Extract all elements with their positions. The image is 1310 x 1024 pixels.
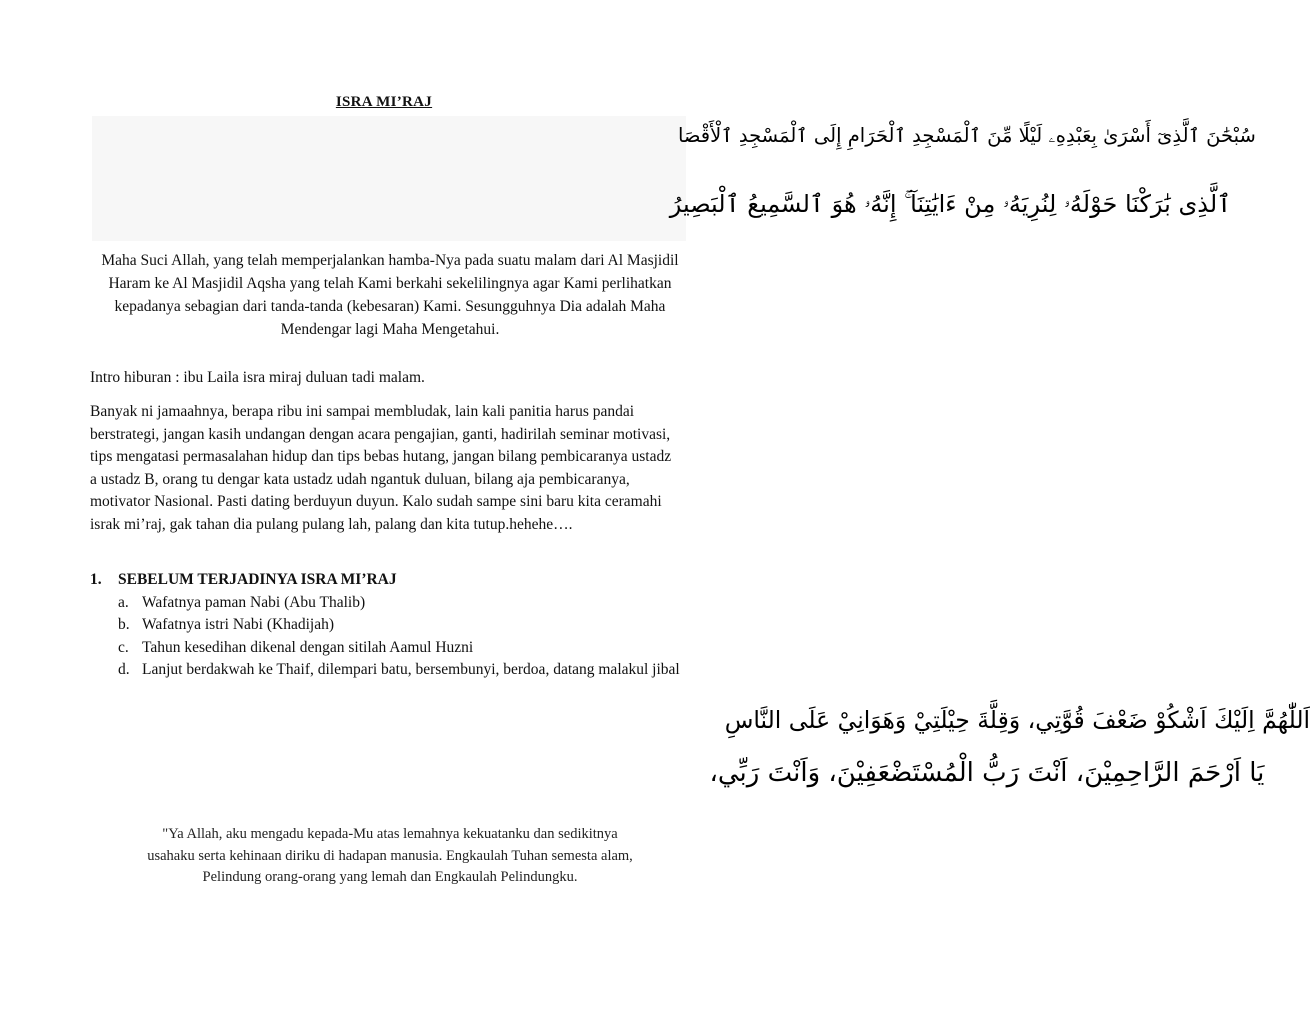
list-item-text: Wafatnya istri Nabi (Khadijah) <box>142 616 335 633</box>
list-item-letter: d. <box>118 661 130 678</box>
list-item-letter: c. <box>118 638 129 656</box>
list-item-letter: a. <box>118 593 129 611</box>
doa-block <box>132 702 1310 802</box>
quran-verse-line-1: سُبْحَٰنَ ٱلَّذِىٓ أَسْرَىٰ بِعَبْدِهِۦ لَيْلًا مِّنَ ٱلْمَسْجِدِ ٱلْحَرَامِ إِلَى ٱلْمَسْجِدِ ٱلْأَقْصَا <box>677 124 1256 147</box>
section-heading <box>90 569 690 592</box>
list-item <box>90 592 690 615</box>
body-paragraph: Banyak ni jamaahnya, berapa ribu ini sampai membludak, lain kali panitia harus pandai berstrategi, jangan kasih undangan dengan acara pengajian, ganti, hadirilah seminar motivasi, tips mengatasi permasalahan hidup dan tips bebas hutang, jangan bilang pembicaranya ustadz a ustadz B, orang tu dengar kata ustadz udah ngantuk duluan, bilang aja pembicaranya, motivator Nasional. Pasti dating berduyun duyun. Kalo sudah sampe sini baru kita ceramahi israk mi’raj, gak tahan dia pulang pulang lah, palang dan kita tutup.hehehe…. <box>90 403 672 533</box>
document-title: ISRA MI’RAJ <box>335 94 433 110</box>
doa-line-1: اَللّٰهُمَّ اِلَيْكَ اَشْكُوْ ضَعْفَ قُوَّتِي، وَقِلَّةَ حِيْلَتِيْ وَهَوَانِيْ عَلَى النَّاسِ <box>724 706 1310 734</box>
list-item-text: Lanjut berdakwah ke Thaif, dilempari batu, bersembunyi, berdoa, datang malakul jibal <box>142 661 680 678</box>
quran-verse-line-2: ٱلَّذِى بَٰرَكْنَا حَوْلَهُۥ لِنُرِيَهُۥ مِنْ ءَايَٰتِنَآ ۚ إِنَّهُۥ هُوَ ٱلسَّمِيعُ ٱلْبَصِيرُ <box>669 190 1232 218</box>
section-before-isra-miraj <box>90 569 690 682</box>
list-item <box>90 659 690 682</box>
list-item-text: Wafatnya paman Nabi (Abu Thalib) <box>142 593 366 611</box>
doa-line-2: يَا اَرْحَمَ الرَّاحِمِيْنَ، اَنْتَ رَبُّ الْمُسْتَضْعَفِيْنَ، وَاَنْتَ رَبِّي، <box>709 758 1265 788</box>
doa-translation: "Ya Allah, aku mengadu kepada-Mu atas lemahnya kekuatanku dan sedikitnya usahaku serta kehinaan diriku di hadapan manusia. Engkaulah Tuhan semesta alam, Pelindung orang-orang yang lemah dan Engkaulah Pelindungku. <box>147 826 633 885</box>
list-item <box>90 614 690 637</box>
quran-verse-block <box>92 116 1256 241</box>
list-item <box>90 637 690 660</box>
intro-paragraph: Intro hiburan : ibu Laila isra miraj duluan tadi malam. <box>90 369 425 386</box>
section-item-list <box>90 592 690 682</box>
list-item-text: Tahun kesedihan dikenal dengan sitilah Aamul Huzni <box>142 638 474 656</box>
section-heading-text: SEBELUM TERJADINYA ISRA MI’RAJ <box>118 571 397 588</box>
verse-translation: Maha Suci Allah, yang telah memperjalankan hamba-Nya pada suatu malam dari Al Masjidil Haram ke Al Masjidil Aqsha yang telah Kami berkahi sekelilingnya agar Kami perlihatkan kepadanya sebagian dari tanda-tanda (kebesaran) Kami. Sesungguhnya Dia adalah Maha Mendengar lagi Maha Mengetahui. <box>101 252 679 338</box>
section-number: 1. <box>90 571 102 588</box>
list-item-letter: b. <box>118 616 130 633</box>
